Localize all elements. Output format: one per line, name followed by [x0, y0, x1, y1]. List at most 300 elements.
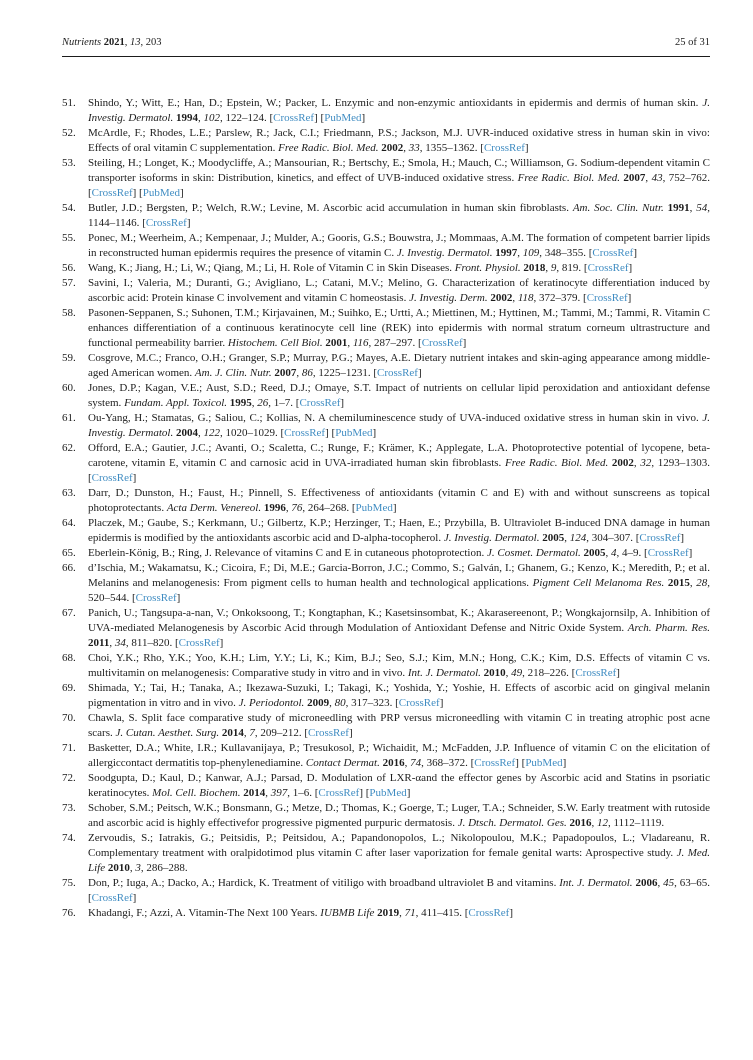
text-segment: 397	[270, 787, 288, 799]
text-segment: 45	[663, 877, 675, 889]
link-bracket: ]	[524, 142, 529, 154]
link-bracket: ]	[515, 757, 519, 769]
text-segment: 124	[569, 532, 587, 544]
link-bracket: [	[132, 592, 136, 604]
reference-number: 61.	[62, 412, 76, 424]
text-segment: , 1020–1029.	[219, 427, 281, 439]
link-bracket: ]	[132, 892, 137, 904]
text-segment: ,	[517, 247, 523, 259]
text-segment: Mol. Cell. Biochem.	[152, 787, 244, 799]
text-segment: 28	[696, 577, 708, 589]
link-bracket: [	[521, 757, 526, 769]
text-segment: , 1112–1119.	[608, 817, 665, 829]
text-segment: Placzek, M.; Gaube, S.; Kerkmann, U.; Gilbertz, K.P.; Herzinger, T.; Haen, E.; Przybilla, B. Ultraviolet B-induced DNA damage in human epidermis is modified by the antioxidants ascorbic acid and D-alpha-tocopherol.	[88, 517, 710, 544]
text-segment: 2019	[377, 907, 400, 919]
reference-item	[62, 441, 710, 486]
reference-number: 57.	[62, 277, 76, 289]
link-bracket: ]	[417, 367, 422, 379]
text-segment: Schober, S.M.; Peitsch, W.K.; Bonsmann, G.; Metze, D.; Thomas, K.; Goerge, T.; Luger, T.A.; Schneider, S.W. Early treatment with rutoside and ascorbic acid is highly effectivefor progressive pigmented purpuric dermatosis.	[88, 802, 710, 829]
crossref-link[interactable]: CrossRef	[586, 292, 628, 304]
link-bracket: [	[583, 262, 588, 274]
text-segment: J. Med. Life	[88, 847, 710, 874]
link-bracket: ]	[562, 757, 567, 769]
text-segment: Darr, D.; Dunston, H.; Faust, H.; Pinnell, S. Effectiveness of antioxidants (vitamin C and E) with and without sunscreens as topical photoprotectants.	[88, 487, 710, 514]
crossref-link[interactable]: CrossRef	[299, 397, 341, 409]
text-segment: ,	[329, 697, 335, 709]
link-bracket: ]	[359, 787, 363, 799]
text-segment: Int. J. Dermatol.	[407, 667, 484, 679]
crossref-link[interactable]: CrossRef	[398, 697, 440, 709]
text-segment: 2010	[107, 862, 130, 874]
reference-item	[62, 306, 710, 351]
reference-number: 62.	[62, 442, 76, 454]
text-segment: Wang, K.; Jiang, H.; Li, W.; Qiang, M.; Li, H. Role of Vitamin C in Skin Diseases.	[88, 262, 455, 274]
text-segment: 116	[352, 337, 369, 349]
text-segment: 71	[404, 907, 416, 919]
reference-number: 75.	[62, 877, 76, 889]
reference-item	[62, 651, 710, 681]
text-segment: 2005	[583, 547, 606, 559]
link-bracket: [	[418, 337, 422, 349]
text-segment: ,	[645, 172, 652, 184]
reference-item	[62, 261, 710, 276]
reference-number: 65.	[62, 547, 76, 559]
references-list	[62, 96, 710, 921]
crossref-link[interactable]: CrossRef	[468, 907, 510, 919]
text-segment: , 209–212.	[254, 727, 305, 739]
pubmed-link[interactable]: PubMed	[335, 427, 373, 439]
text-segment: , 348–355.	[539, 247, 589, 259]
text-segment: , 317–323.	[345, 697, 396, 709]
reference-number: 59.	[62, 352, 76, 364]
text-segment: Pigment Cell Melanoma Res.	[532, 577, 668, 589]
text-segment: 1991	[667, 202, 690, 214]
text-segment: 12	[597, 817, 609, 829]
text-segment: 34	[114, 637, 126, 649]
reference-item	[62, 876, 710, 906]
text-segment: J. Dtsch. Dermatol. Ges.	[457, 817, 570, 829]
text-segment: 2018	[523, 262, 546, 274]
reference-item	[62, 681, 710, 711]
link-bracket: [	[139, 187, 143, 199]
text-segment: , 122–124.	[219, 112, 270, 124]
text-segment: , 368–372.	[421, 757, 471, 769]
text-segment: , 372–379.	[533, 292, 584, 304]
crossref-link[interactable]: CrossRef	[284, 427, 326, 439]
reference-item	[62, 741, 710, 771]
text-segment: J. Cutan. Aesthet. Surg.	[115, 727, 222, 739]
link-bracket: [	[351, 502, 356, 514]
crossref-link[interactable]: CrossRef	[474, 757, 516, 769]
link-bracket: [	[280, 427, 285, 439]
text-segment: ,	[243, 727, 250, 739]
text-segment: ,	[564, 532, 570, 544]
link-bracket: [	[269, 112, 274, 124]
text-segment: 2006	[635, 877, 658, 889]
crossref-link[interactable]: CrossRef	[273, 112, 315, 124]
text-segment: Panich, U.; Tangsupa-a-nan, V.; Onkoksoong, T.; Kongtaphan, K.; Kasetsinsombat, K.; Akarasereenont, P.; Wongkajornsilp, A. Inhibition of UVA-mediated Melanogenesis by Ascorbic Acid through Modulation of Antioxidant Defense and Nitric Oxide System.	[88, 607, 710, 634]
text-segment: 102	[203, 112, 220, 124]
text-segment: , 203	[140, 37, 162, 48]
link-bracket: ]	[176, 592, 181, 604]
reference-number: 58.	[62, 307, 76, 319]
text-segment: , 819.	[556, 262, 584, 274]
link-bracket: [	[314, 787, 319, 799]
text-segment: , 4–9.	[616, 547, 645, 559]
link-bracket: [	[365, 787, 370, 799]
link-bracket: [	[175, 637, 179, 649]
pubmed-link[interactable]: PubMed	[525, 757, 563, 769]
text-segment: 9	[550, 262, 557, 274]
link-bracket: [	[295, 397, 300, 409]
text-segment: 2004	[175, 427, 198, 439]
reference-item	[62, 276, 710, 306]
reference-number: 69.	[62, 682, 76, 694]
reference-number: 76.	[62, 907, 76, 919]
text-segment: Zervoudis, S.; Iatrakis, G.; Peitsidis, P.; Peitsidou, A.; Papandonopolos, L.; Nikolopoulou, M.K.; Papadopoulos, L.; Vladareanu, R. Complementary treatment with oralpidotimod plus vitamin C after laser vaporization for female genital warts: Aprospective study.	[88, 832, 710, 859]
text-segment: Free Radic. Biol. Med.	[517, 172, 624, 184]
text-segment: 2002	[490, 292, 513, 304]
journal-citation	[62, 36, 161, 49]
reference-number: 72.	[62, 772, 76, 784]
text-segment: ,	[545, 262, 551, 274]
reference-number: 68.	[62, 652, 76, 664]
link-bracket: ]	[132, 472, 137, 484]
crossref-link[interactable]: CrossRef	[377, 367, 418, 379]
page-header	[62, 36, 710, 49]
text-segment: , 1144–1146.	[88, 202, 711, 229]
link-bracket: ]	[219, 637, 224, 649]
text-segment: J. Investig. Derm.	[409, 292, 491, 304]
text-segment: ,	[633, 457, 641, 469]
text-segment: ,	[505, 667, 512, 679]
text-segment: ,	[657, 877, 664, 889]
text-segment: 76	[291, 502, 303, 514]
text-segment: 49	[511, 667, 523, 679]
text-segment: 2007	[623, 172, 646, 184]
reference-item	[62, 561, 710, 606]
reference-item	[62, 156, 710, 201]
text-segment: 3	[135, 862, 141, 874]
text-segment: , 752–762.	[662, 172, 711, 184]
text-segment: ,	[129, 862, 136, 874]
text-segment: ,	[296, 367, 302, 379]
link-bracket: [	[88, 472, 92, 484]
link-bracket: [	[304, 727, 308, 739]
text-segment: Fundam. Appl. Toxicol.	[124, 397, 230, 409]
reference-item	[62, 201, 710, 231]
link-bracket: ]	[361, 112, 366, 124]
link-bracket: ]	[406, 787, 411, 799]
crossref-link[interactable]: CrossRef	[575, 667, 617, 679]
text-segment: Shindo, Y.; Witt, E.; Han, D.; Epstein, W.; Packer, L. Enzymic and non-enzymic antioxidants in epidermis and dermis of human skin.	[88, 97, 703, 109]
text-segment: Choi, Y.K.; Rho, Y.K.; Yoo, K.H.; Lim, Y.Y.; Li, K.; Kim, B.J.; Seo, S.J.; Kim, M.N.; Hong, C.K.; Kim, D.S. Effects of vitamin C vs. multivitamin on melanogenesis: Comparative study in vitro and in vivo.	[88, 652, 710, 679]
text-segment: , 63–65.	[674, 877, 711, 889]
crossref-link[interactable]: CrossRef	[135, 592, 177, 604]
text-segment: ,	[689, 577, 697, 589]
text-segment: ,	[109, 637, 115, 649]
link-bracket: ]	[688, 547, 693, 559]
text-segment: 2016	[382, 757, 405, 769]
link-bracket: [	[571, 667, 576, 679]
text-segment: Histochem. Cell Biol.	[227, 337, 326, 349]
text-segment: Khadangi, F.; Azzi, A. Vitamin-The Next 100 Years.	[88, 907, 321, 919]
reference-item	[62, 96, 710, 126]
text-segment: , 811–820.	[125, 637, 175, 649]
text-segment: 2002	[611, 457, 634, 469]
text-segment: 1994	[175, 112, 198, 124]
link-bracket: [	[88, 187, 92, 199]
text-segment: ,	[403, 142, 409, 154]
link-bracket: [	[88, 892, 92, 904]
reference-number: 71.	[62, 742, 76, 754]
reference-number: 74.	[62, 832, 76, 844]
link-bracket: ]	[392, 502, 397, 514]
text-segment: 4	[611, 547, 617, 559]
text-segment: 2011	[88, 637, 110, 649]
crossref-link[interactable]: CrossRef	[91, 892, 133, 904]
text-segment: 2014	[243, 787, 266, 799]
text-segment: Nutrients	[62, 37, 104, 48]
text-segment: 1996	[263, 502, 286, 514]
text-segment: 2021	[103, 37, 125, 48]
pubmed-link[interactable]: PubMed	[355, 502, 393, 514]
link-bracket: ]	[325, 427, 329, 439]
text-segment: , 520–544.	[88, 577, 711, 604]
text-segment: Am. Soc. Clin. Nutr.	[572, 202, 668, 214]
text-segment: Butler, J.D.; Bergsten, P.; Welch, R.W.; Levine, M. Ascorbic acid accumulation in human skin fibroblasts.	[88, 202, 573, 214]
text-segment: ,	[251, 397, 258, 409]
reference-number: 51.	[62, 97, 76, 109]
text-segment: Soodgupta, D.; Kaul, D.; Kanwar, A.J.; Parsad, D. Modulation of LXR-αand the effector genes by Ascorbic acid and Statins in psoriatic keratinocytes.	[88, 772, 710, 799]
text-segment: Chawla, S. Split face comparative study of microneedling with PRP versus microneedling with vitamin C in treating atrophic post acne scars.	[88, 712, 710, 739]
reference-item	[62, 486, 710, 516]
reference-number: 67.	[62, 607, 76, 619]
text-segment: 2014	[221, 727, 244, 739]
link-bracket: [	[470, 757, 475, 769]
text-segment: 2009	[307, 697, 330, 709]
text-segment: 43	[651, 172, 663, 184]
text-segment: Contact Dermat.	[305, 757, 383, 769]
text-segment: 26	[257, 397, 269, 409]
link-bracket: [	[464, 907, 469, 919]
text-segment: J. Investig. Dermatol.	[88, 412, 710, 439]
link-bracket: ]	[627, 292, 632, 304]
reference-number: 64.	[62, 517, 76, 529]
text-segment: ,	[404, 757, 411, 769]
text-segment: Acta Derm. Venereol.	[166, 502, 264, 514]
crossref-link[interactable]: CrossRef	[91, 187, 133, 199]
text-segment: ,	[591, 817, 598, 829]
crossref-link[interactable]: CrossRef	[178, 637, 220, 649]
text-segment: ,	[689, 202, 697, 214]
link-bracket: ]	[372, 427, 377, 439]
pubmed-link[interactable]: PubMed	[324, 112, 362, 124]
text-segment: ,	[265, 787, 271, 799]
text-segment: 80	[334, 697, 346, 709]
link-bracket: ]	[132, 187, 137, 199]
reference-number: 53.	[62, 157, 76, 169]
crossref-link[interactable]: CrossRef	[308, 727, 349, 739]
text-segment: , 1355–1362.	[419, 142, 481, 154]
crossref-link[interactable]: CrossRef	[91, 472, 133, 484]
text-segment: J. Investig. Dermatol.	[88, 97, 710, 124]
link-bracket: ]	[186, 217, 191, 229]
text-segment: ,	[512, 292, 518, 304]
text-segment: ,	[399, 907, 405, 919]
crossref-link[interactable]: CrossRef	[318, 787, 360, 799]
text-segment: , 286–288.	[140, 862, 188, 874]
crossref-link[interactable]: CrossRef	[647, 547, 689, 559]
text-segment: 7	[249, 727, 255, 739]
text-segment: 118	[517, 292, 534, 304]
text-segment: IUBMB Life	[320, 907, 378, 919]
crossref-link[interactable]: CrossRef	[587, 262, 629, 274]
reference-item	[62, 771, 710, 801]
text-segment: 2010	[483, 667, 506, 679]
text-segment: , 1293–1303.	[651, 457, 710, 469]
reference-number: 55.	[62, 232, 76, 244]
reference-item	[62, 381, 710, 411]
text-segment: ,	[347, 337, 353, 349]
reference-number: 52.	[62, 127, 76, 139]
crossref-link[interactable]: CrossRef	[639, 532, 681, 544]
reference-item	[62, 546, 710, 561]
text-segment: 54	[696, 202, 708, 214]
text-segment: ,	[605, 547, 612, 559]
text-segment: 1997	[495, 247, 518, 259]
link-bracket: [	[373, 367, 378, 379]
text-segment: J. Investig. Dermatol.	[396, 247, 496, 259]
reference-item	[62, 831, 710, 876]
crossref-link[interactable]: CrossRef	[421, 337, 463, 349]
link-bracket: ]	[314, 112, 318, 124]
link-bracket: [	[331, 427, 336, 439]
text-segment: ,	[124, 37, 130, 48]
page-number: 25 of 31	[675, 37, 710, 48]
text-segment: Arch. Pharm. Res.	[627, 622, 710, 634]
text-segment: Savini, I.; Valeria, M.; Duranti, G.; Avigliano, L.; Catani, M.V.; Melino, G. Characterization of keratinocyte differentiation induced by ascorbic acid: Protein kinase C involvement and vitamin C homeostasis.	[88, 277, 710, 304]
text-segment: 33	[408, 142, 420, 154]
pubmed-link[interactable]: PubMed	[369, 787, 407, 799]
link-bracket: ]	[348, 727, 353, 739]
text-segment: Am. J. Clin. Nutr.	[194, 367, 275, 379]
text-segment: Cosgrove, M.C.; Franco, O.H.; Granger, S.P.; Murray, P.G.; Mayes, A.E. Dietary nutrient intakes and skin-aging appearance among middle-aged American women.	[88, 352, 710, 379]
reference-number: 63.	[62, 487, 76, 499]
text-segment: Ponec, M.; Weerheim, A.; Kempenaar, J.; Mulder, A.; Gooris, G.S.; Bouwstra, J.; Mommaas, A.M. The formation of competent barrier lipids in reconstructed human epidermis requires the presence of vitamin C.	[88, 232, 710, 259]
text-segment: , 411–415.	[415, 907, 465, 919]
crossref-link[interactable]: CrossRef	[145, 217, 187, 229]
text-segment: Jones, D.P.; Kagan, V.E.; Aust, S.D.; Reed, D.J.; Omaye, S.T. Impact of nutrients on cellular lipid peroxidation and antioxidant defense system.	[88, 382, 710, 409]
text-segment: , 218–226.	[522, 667, 572, 679]
link-bracket: [	[588, 247, 593, 259]
text-segment: 74	[410, 757, 422, 769]
text-segment: Basketter, D.A.; White, I.R.; Kullavanijaya, P.; Tresukosol, P.; Wichaidit, M.; McFadden, J.P. Influence of vitamin C on the elicitation of allergiccontact dermatitis top-phenylenediamine.	[88, 742, 710, 769]
reference-item	[62, 231, 710, 261]
text-segment: 122	[203, 427, 220, 439]
link-bracket: ]	[628, 262, 633, 274]
reference-number: 56.	[62, 262, 76, 274]
reference-number: 73.	[62, 802, 76, 814]
link-bracket: [	[142, 217, 146, 229]
reference-item	[62, 606, 710, 651]
link-bracket: [	[395, 697, 399, 709]
text-segment: 2001	[325, 337, 348, 349]
text-segment: , 1–7.	[268, 397, 296, 409]
text-segment: 2015	[667, 577, 690, 589]
text-segment: 13	[129, 37, 141, 48]
text-segment: Eberlein-König, B.; Ring, J. Relevance of vitamins C and E in cutaneous photoprotection.	[88, 547, 487, 559]
text-segment: , 287–297.	[368, 337, 419, 349]
link-bracket: [	[644, 547, 648, 559]
text-segment: Shimada, Y.; Tai, H.; Tanaka, A.; Ikezawa-Suzuki, I.; Takagi, K.; Yoshida, Y.; Yoshie, H. Effects of ascorbic acid on gingival melanin pigmentation in vitro and in vivo.	[88, 682, 710, 709]
text-segment: 1995	[229, 397, 252, 409]
crossref-link[interactable]: CrossRef	[483, 142, 525, 154]
reference-number: 54.	[62, 202, 76, 214]
text-segment: J. Cosmet. Dermatol.	[486, 547, 584, 559]
text-segment: 2016	[569, 817, 592, 829]
text-segment: 109	[522, 247, 540, 259]
reference-item	[62, 516, 710, 546]
link-bracket: [	[480, 142, 484, 154]
link-bracket: [	[635, 532, 640, 544]
text-segment: 2002	[381, 142, 404, 154]
text-segment: Free Radic. Biol. Med.	[505, 457, 612, 469]
text-segment: Pasonen-Seppanen, S.; Suhonen, T.M.; Kirjavainen, M.; Suihko, E.; Urtti, A.; Miettinen, M.; Hyttinen, M.; Tammi, M.; Tammi, R. Vitamin C enhances differentiation of a continuous keratinocyte cell line (REK) into epidermis with normal stratum corneum ultrastructure and functional permeability barrier.	[88, 307, 710, 349]
text-segment: ,	[197, 427, 204, 439]
text-segment: 86	[301, 367, 313, 379]
reference-number: 70.	[62, 712, 76, 724]
text-segment: J. Periodontol.	[238, 697, 308, 709]
text-segment: , 1225–1231.	[312, 367, 374, 379]
pubmed-link[interactable]: PubMed	[142, 187, 180, 199]
text-segment: d’Ischia, M.; Wakamatsu, K.; Cicoira, F.; Di, M.E.; Garcia-Borron, J.C.; Commo, S.; Galván, I.; Ghanem, G.; Kenzo, K.; Meredith, P.; et al. Melanins and melanogenesis: From pigment cells to human health and technological applications.	[88, 562, 710, 589]
reference-number: 60.	[62, 382, 76, 394]
link-bracket: ]	[509, 907, 514, 919]
link-bracket: ]	[180, 187, 184, 199]
link-bracket: ]	[340, 397, 345, 409]
text-segment: , 304–307.	[586, 532, 636, 544]
text-segment: Offord, E.A.; Gautier, J.C.; Avanti, O.; Scaletta, C.; Runge, F.; Krämer, K.; Applegate, L.A. Photoprotective potential of lycopene, beta-carotene, vitamin E, vitamin C and carnosic acid in UVA-irradiated human skin fibroblasts.	[88, 442, 710, 469]
link-bracket: [	[583, 292, 587, 304]
text-segment: Free Radic. Biol. Med.	[278, 142, 382, 154]
text-segment: , 264–268.	[302, 502, 352, 514]
reference-item	[62, 411, 710, 441]
text-segment: 2007	[274, 367, 297, 379]
reference-number: 66.	[62, 562, 76, 574]
link-bracket: ]	[616, 667, 620, 679]
reference-item	[62, 351, 710, 381]
header-divider	[62, 56, 710, 57]
text-segment: 32	[640, 457, 652, 469]
crossref-link[interactable]: CrossRef	[592, 247, 634, 259]
reference-item	[62, 711, 710, 741]
reference-item	[62, 906, 710, 921]
link-bracket: ]	[633, 247, 637, 259]
text-segment: 2005	[542, 532, 565, 544]
reference-item	[62, 801, 710, 831]
text-segment: ,	[285, 502, 292, 514]
reference-item	[62, 126, 710, 156]
text-segment: J. Investig. Dermatol.	[443, 532, 543, 544]
link-bracket: [	[320, 112, 325, 124]
link-bracket: ]	[680, 532, 685, 544]
text-segment: Steiling, H.; Longet, K.; Moodycliffe, A.; Mansourian, R.; Bertschy, E.; Smola, H.; Mauch, C.; Williamson, G. Sodium-dependent vitamin C transporter isoforms in skin: Distribution, kinetics, and effect of UVB-induced oxidative stress.	[88, 157, 710, 184]
text-segment: Don, P.; Iuga, A.; Dacko, A.; Hardick, K. Treatment of vitiligo with broadband ultraviolet B and vitamins.	[88, 877, 560, 889]
text-segment: Ou-Yang, H.; Stamatas, G.; Saliou, C.; Kollias, N. A chemiluminescence study of UVA-induced oxidative stress in human skin in vivo.	[88, 412, 703, 424]
link-bracket: ]	[439, 697, 444, 709]
text-segment: ,	[197, 112, 204, 124]
